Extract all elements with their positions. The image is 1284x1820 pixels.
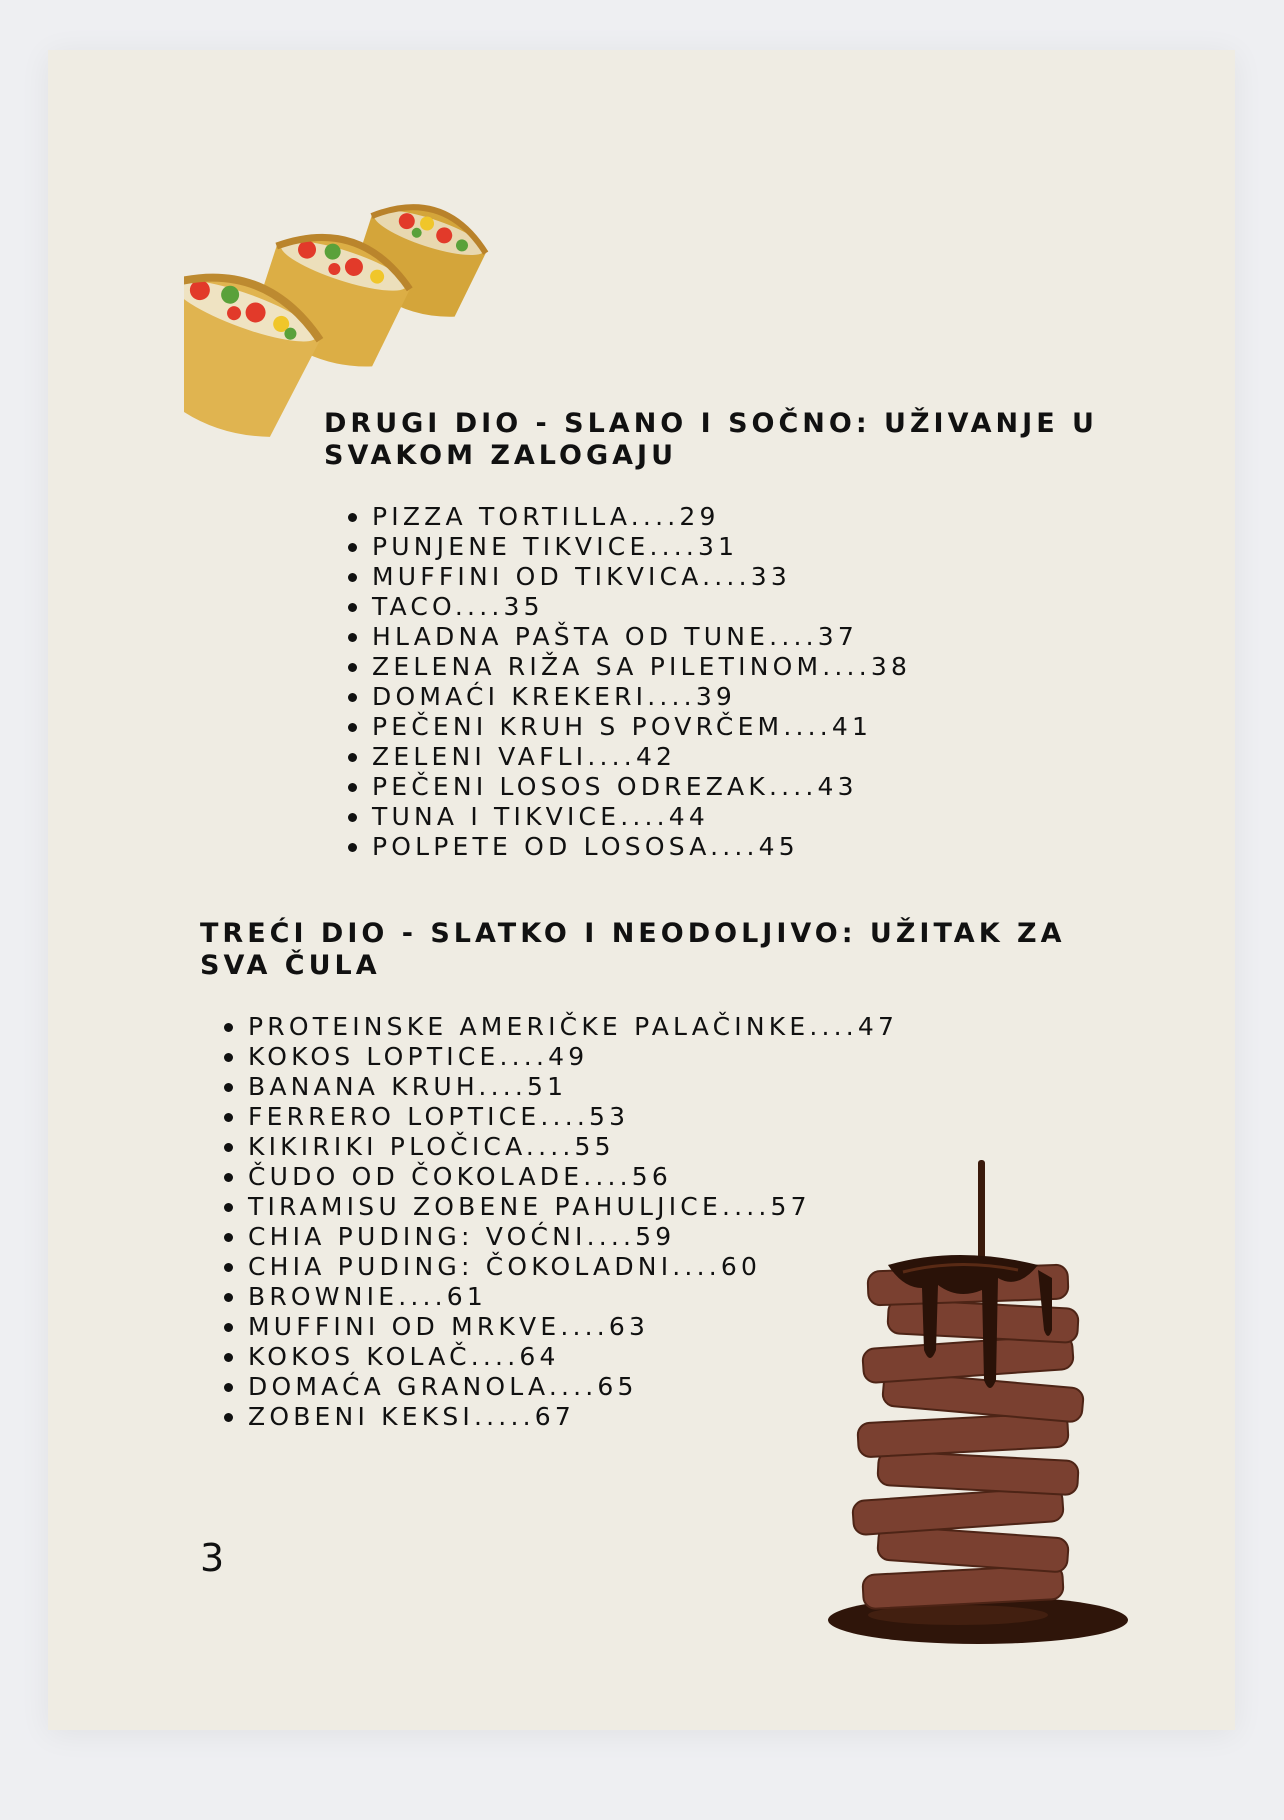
bullet-icon: [224, 1203, 233, 1212]
toc-item[interactable]: [248, 1042, 898, 1072]
toc-item[interactable]: [248, 1372, 898, 1402]
toc-item[interactable]: [372, 772, 911, 802]
toc-item-label: CHIA PUDING: ČOKOLADNI....60: [248, 1252, 762, 1281]
bullet-icon: [348, 693, 357, 702]
toc-item-label: KOKOS LOPTICE....49: [248, 1042, 589, 1071]
toc-item[interactable]: [372, 742, 911, 772]
bullet-icon: [348, 603, 357, 612]
section-title-line: TREĆI DIO - SLATKO I NEODOLJIVO: UŽITAK ZA: [200, 918, 1066, 949]
toc-item[interactable]: [372, 652, 911, 682]
section-title-line: SVA ČULA: [200, 950, 381, 981]
toc-item-label: PEČENI LOSOS ODREZAK....43: [372, 772, 858, 801]
bullet-icon: [224, 1113, 233, 1122]
toc-item-label: PROTEINSKE AMERIČKE PALAČINKE....47: [248, 1012, 899, 1041]
toc-item-label: PUNJENE TIKVICE....31: [372, 532, 739, 561]
toc-item[interactable]: [248, 1312, 898, 1342]
toc-item-label: DOMAĆI KREKERI....39: [372, 682, 737, 711]
toc-item[interactable]: [248, 1072, 898, 1102]
toc-item[interactable]: [248, 1192, 898, 1222]
section-title-treci-dio: [200, 918, 1066, 982]
toc-item[interactable]: [248, 1402, 898, 1432]
toc-item[interactable]: [372, 532, 911, 562]
toc-item-label: FERRERO LOPTICE....53: [248, 1102, 630, 1131]
bullet-icon: [224, 1173, 233, 1182]
toc-item-label: TACO....35: [372, 592, 544, 621]
toc-item-label: PIZZA TORTILLA....29: [372, 502, 720, 531]
toc-item[interactable]: [248, 1282, 898, 1312]
bullet-icon: [348, 813, 357, 822]
toc-item-label: KIKIRIKI PLOČICA....55: [248, 1132, 615, 1161]
page-number: 3: [200, 1536, 225, 1580]
toc-item[interactable]: [248, 1102, 898, 1132]
toc-item[interactable]: [248, 1012, 898, 1042]
toc-item[interactable]: [248, 1162, 898, 1192]
toc-item-label: ZELENI VAFLI....42: [372, 742, 677, 771]
bullet-icon: [224, 1353, 233, 1362]
toc-item-label: POLPETE OD LOSOSA....45: [372, 832, 799, 861]
toc-item[interactable]: [372, 592, 911, 622]
bullet-icon: [348, 513, 357, 522]
toc-item-label: DOMAĆA GRANOLA....65: [248, 1372, 638, 1401]
bullet-icon: [224, 1263, 233, 1272]
toc-item[interactable]: [372, 502, 911, 532]
bullet-icon: [348, 783, 357, 792]
toc-item-label: MUFFINI OD TIKVICA....33: [372, 562, 791, 591]
bullet-icon: [224, 1143, 233, 1152]
bullet-icon: [348, 663, 357, 672]
toc-item-label: KOKOS KOLAČ....64: [248, 1342, 560, 1371]
bullet-icon: [224, 1053, 233, 1062]
toc-item-label: MUFFINI OD MRKVE....63: [248, 1312, 650, 1341]
toc-list-treci-dio: [248, 1012, 898, 1432]
toc-item[interactable]: [248, 1252, 898, 1282]
toc-item[interactable]: [372, 832, 911, 862]
section-title-line: DRUGI DIO - SLANO I SOČNO: UŽIVANJE U: [324, 408, 1098, 439]
bullet-icon: [348, 633, 357, 642]
bullet-icon: [348, 543, 357, 552]
bullet-icon: [224, 1413, 233, 1422]
toc-item-label: HLADNA PAŠTA OD TUNE....37: [372, 622, 858, 651]
toc-item[interactable]: [372, 562, 911, 592]
toc-item[interactable]: [372, 802, 911, 832]
toc-item[interactable]: [372, 622, 911, 652]
toc-item-label: ČUDO OD ČOKOLADE....56: [248, 1162, 672, 1191]
section-title-drugi-dio: [324, 408, 1098, 472]
toc-item[interactable]: [372, 712, 911, 742]
toc-item-label: TUNA I TIKVICE....44: [372, 802, 710, 831]
bullet-icon: [348, 843, 357, 852]
toc-item-label: PEČENI KRUH S POVRČEM....41: [372, 712, 873, 741]
toc-item-label: ZELENA RIŽA SA PILETINOM....38: [372, 652, 912, 681]
section-title-line: SVAKOM ZALOGAJU: [324, 440, 678, 471]
toc-item-label: TIRAMISU ZOBENE PAHULJICE....57: [248, 1192, 811, 1221]
bullet-icon: [348, 573, 357, 582]
chocolate-stack-image: [808, 1160, 1148, 1650]
bullet-icon: [224, 1383, 233, 1392]
toc-item[interactable]: [248, 1222, 898, 1252]
bullet-icon: [348, 753, 357, 762]
document-page: [48, 50, 1235, 1730]
bullet-icon: [224, 1233, 233, 1242]
toc-item-label: BROWNIE....61: [248, 1282, 487, 1311]
bullet-icon: [224, 1293, 233, 1302]
toc-item-label: ZOBENI KEKSI.....67: [248, 1402, 575, 1431]
bullet-icon: [224, 1323, 233, 1332]
bullet-icon: [224, 1083, 233, 1092]
toc-item-label: CHIA PUDING: VOĆNI....59: [248, 1222, 676, 1251]
toc-item[interactable]: [372, 682, 911, 712]
toc-item[interactable]: [248, 1342, 898, 1372]
toc-list-drugi-dio: [372, 502, 911, 862]
toc-item-label: BANANA KRUH....51: [248, 1072, 568, 1101]
bullet-icon: [348, 723, 357, 732]
toc-item[interactable]: [248, 1132, 898, 1162]
bullet-icon: [224, 1023, 233, 1032]
